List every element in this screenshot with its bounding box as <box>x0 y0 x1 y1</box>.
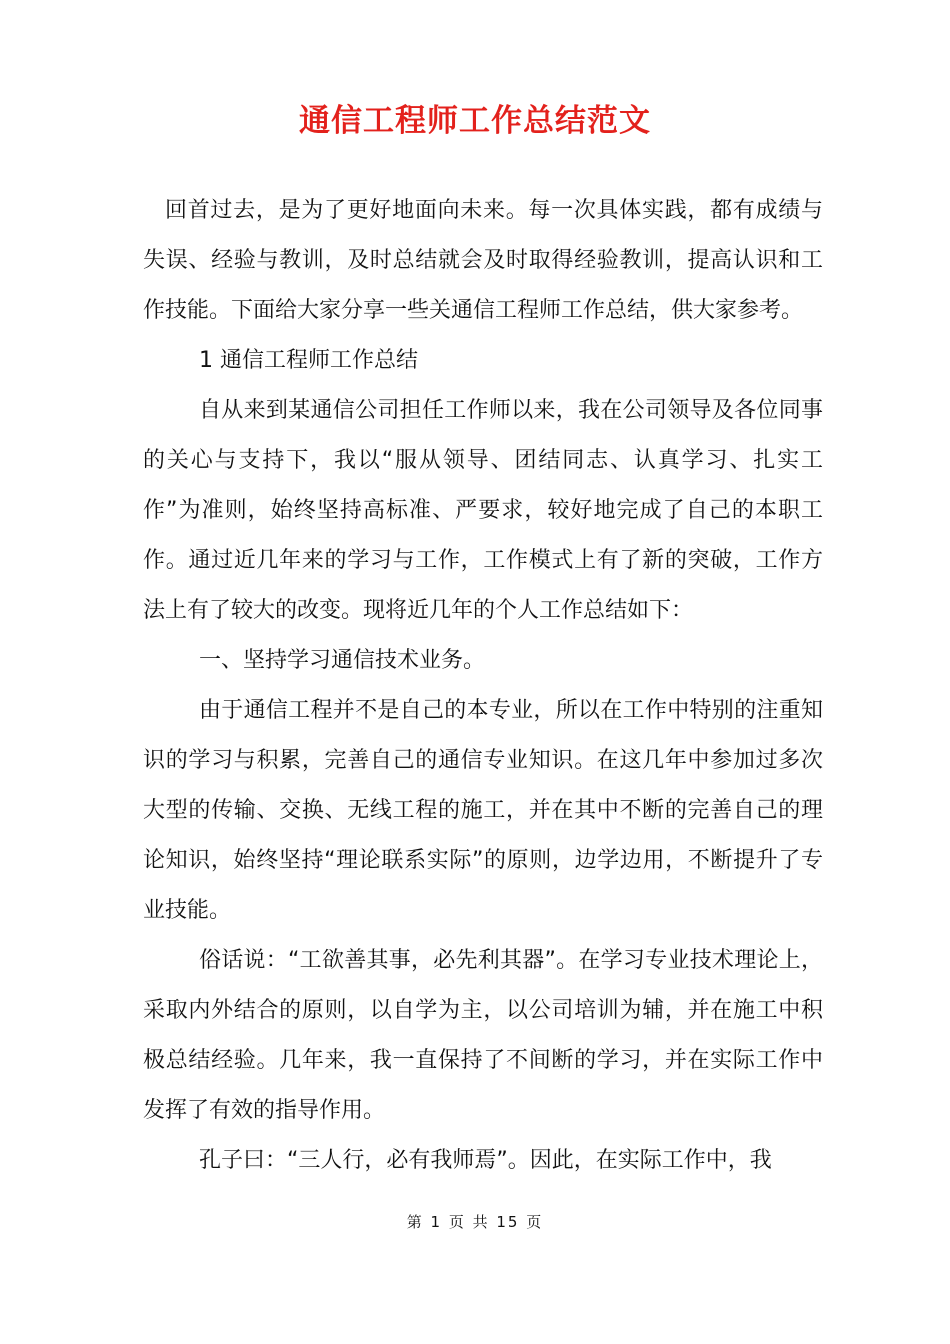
paragraph: 孔子曰：“三人行，必有我师焉”。因此，在实际工作中，我 <box>199 1148 772 1173</box>
paragraph: 俗话说：“工欲善其事，必先利其器”。在学习专业技术理论上，采取内外结合的原则，以自学为主，以公司培训为辅，并在施工中积极总结经验。几年来，我一直保持了不间断的学习，并在实际工作中发挥了有效的指导作用。 <box>143 948 823 1123</box>
paragraph: 由于通信工程并不是自己的本专业，所以在工作中特别的注重知识的学习与积累，完善自己的通信专业知识。在这几年中参加过多次大型的传输、交换、无线工程的施工，并在其中不断的完善自己的理论知识，始终坚持“理论联系实际”的原则，边学边用，不断提升了专业技能。 <box>143 698 823 923</box>
section-heading: 1 通信工程师工作总结 <box>199 348 418 373</box>
subsection-heading: 一、坚持学习通信技术业务。 <box>199 648 486 673</box>
document-title: 通信工程师工作总结范文 <box>299 103 651 139</box>
paragraph-intro: 回首过去，是为了更好地面向未来。每一次具体实践，都有成绩与失误、经验与教训，及时总结就会及时取得经验教训，提高认识和工作技能。下面给大家分享一些关通信工程师工作总结，供大家参考。 <box>143 198 823 323</box>
page-number: 第 1 页 共 15 页 <box>406 1213 544 1231</box>
document-body <box>143 186 823 1186</box>
paragraph: 自从来到某通信公司担任工作师以来，我在公司领导及各位同事的关心与支持下，我以“服从领导、团结同志、认真学习、扎实工作”为准则，始终坚持高标准、严要求，较好地完成了自己的本职工作。通过近几年来的学习与工作，工作模式上有了新的突破，工作方法上有了较大的改变。现将近几年的个人工作总结如下： <box>143 398 823 623</box>
